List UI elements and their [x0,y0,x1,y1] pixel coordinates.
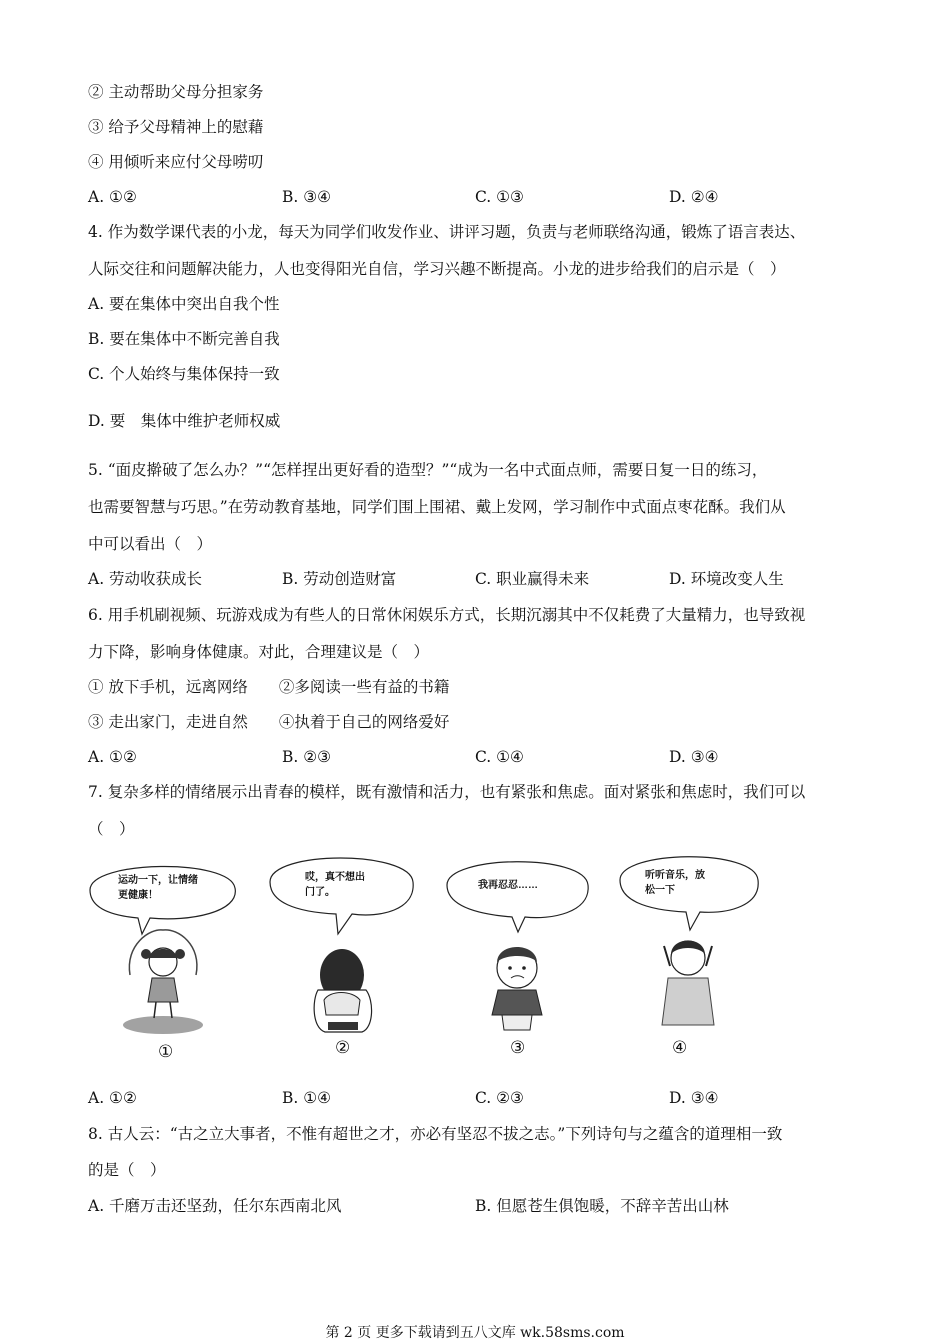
q6-items-line1: ① 放下手机，远离网络 ②多阅读一些有益的书籍 [88,678,450,696]
q8-option-b: B. 但愿苍生俱饱暖，不辞辛苦出山林 [475,1197,729,1215]
q4-stem-line2: 人际交往和问题解决能力，人也变得阳光自信，学习兴趣不断提高。小龙的进步给我们的启示是（ ） [88,260,786,278]
q7-option-a: A. ①② [88,1089,137,1107]
q3-item-4: ④ 用倾听来应付父母唠叨 [88,153,264,171]
q7-option-b: B. ①④ [282,1089,332,1107]
bubble-1-line1: 运动一下，让情绪 [118,875,198,886]
figure-number-2: ② [335,1038,351,1058]
q3-item-3: ③ 给予父母精神上的慰藉 [88,118,264,136]
bubble-4-line2: 松一下 [645,885,675,896]
bubble-2-line1: 哎，真不想出 [305,872,365,883]
bubble-1-line2: 更健康！ [118,890,158,901]
q5-stem-line3: 中可以看出（ ） [88,535,213,553]
girl-jumping-rope-figure [123,930,203,1034]
q4-stem-line1: 4. 作为数学课代表的小龙，每天为同学们收发作业、讲评习题，负责与老师联络沟通，锻炼了语言表达、 [88,223,806,241]
q3-item-2: ② 主动帮助父母分担家务 [88,83,264,101]
q5-option-d: D. 环境改变人生 [669,570,784,588]
q3-option-a: A. ①② [88,188,137,206]
q7-option-d: D. ③④ [669,1089,719,1107]
sad-boy-figure [314,949,371,1032]
q4-option-d: D. 要 集体中维护老师权威 [88,412,281,430]
q5-stem-line2: 也需要智慧与巧思。”在劳动教育基地，同学们围上围裙、戴上发网，学习制作中式面点枣花酥。我们从 [88,498,786,516]
q6-option-b: B. ②③ [282,748,332,766]
figure-number-4: ④ [672,1038,688,1058]
q6-stem-line2: 力下降，影响身体健康。对此，合理建议是（ ） [88,643,430,661]
bubble-3-line1: 我再忍忍…… [478,880,538,891]
boy-listening-music-figure [662,941,714,1026]
q3-option-b: B. ③④ [282,188,332,206]
q7-illustration [80,850,780,1065]
q3-option-d: D. ②④ [669,188,719,206]
q6-option-a: A. ①② [88,748,137,766]
q8-stem-line2: 的是（ ） [88,1161,166,1179]
q6-option-c: C. ①④ [475,748,524,766]
q5-option-b: B. 劳动创造财富 [282,570,397,588]
q7-stem-line2: （ ） [88,820,135,838]
figure-number-3: ③ [510,1038,526,1058]
q7-option-c: C. ②③ [475,1089,524,1107]
bubble-2-line2: 门了。 [305,887,335,898]
q4-option-a: A. 要在集体中突出自我个性 [88,295,280,313]
q6-option-d: D. ③④ [669,748,719,766]
q8-option-a: A. 千磨万击还坚劲，任尔东西南北风 [88,1197,342,1215]
q6-items-line2: ③ 走出家门，走进自然 ④执着于自己的网络爱好 [88,713,450,731]
page-footer: 第 2 页 更多下载请到五八文库 wk.58sms.com [325,1325,625,1341]
worried-boy-figure [492,947,542,1030]
q4-option-c: C. 个人始终与集体保持一致 [88,365,280,383]
q3-option-c: C. ①③ [475,188,524,206]
q5-option-c: C. 职业赢得未来 [475,570,590,588]
q6-stem-line1: 6. 用手机刷视频、玩游戏成为有些人的日常休闲娱乐方式，长期沉溺其中不仅耗费了大量精力，也导致视 [88,606,806,624]
q7-stem-line1: 7. 复杂多样的情绪展示出青春的模样，既有激情和活力，也有紧张和焦虑。面对紧张和焦虑时，我们可以 [88,783,806,801]
bubble-4-line1: 听听音乐，放 [645,870,705,881]
q5-option-a: A. 劳动收获成长 [88,570,203,588]
figure-number-1: ① [158,1042,174,1062]
q5-stem-line1: 5. “面皮擀破了怎么办？”“怎样捏出更好看的造型？”“成为一名中式面点师，需要日复一日的练习， [88,461,768,479]
q8-stem-line1: 8. 古人云：“古之立大事者，不惟有超世之才，亦必有坚忍不拔之志。”下列诗句与之蕴含的道理相一致 [88,1125,783,1143]
q4-option-b: B. 要在集体中不断完善自我 [88,330,280,348]
